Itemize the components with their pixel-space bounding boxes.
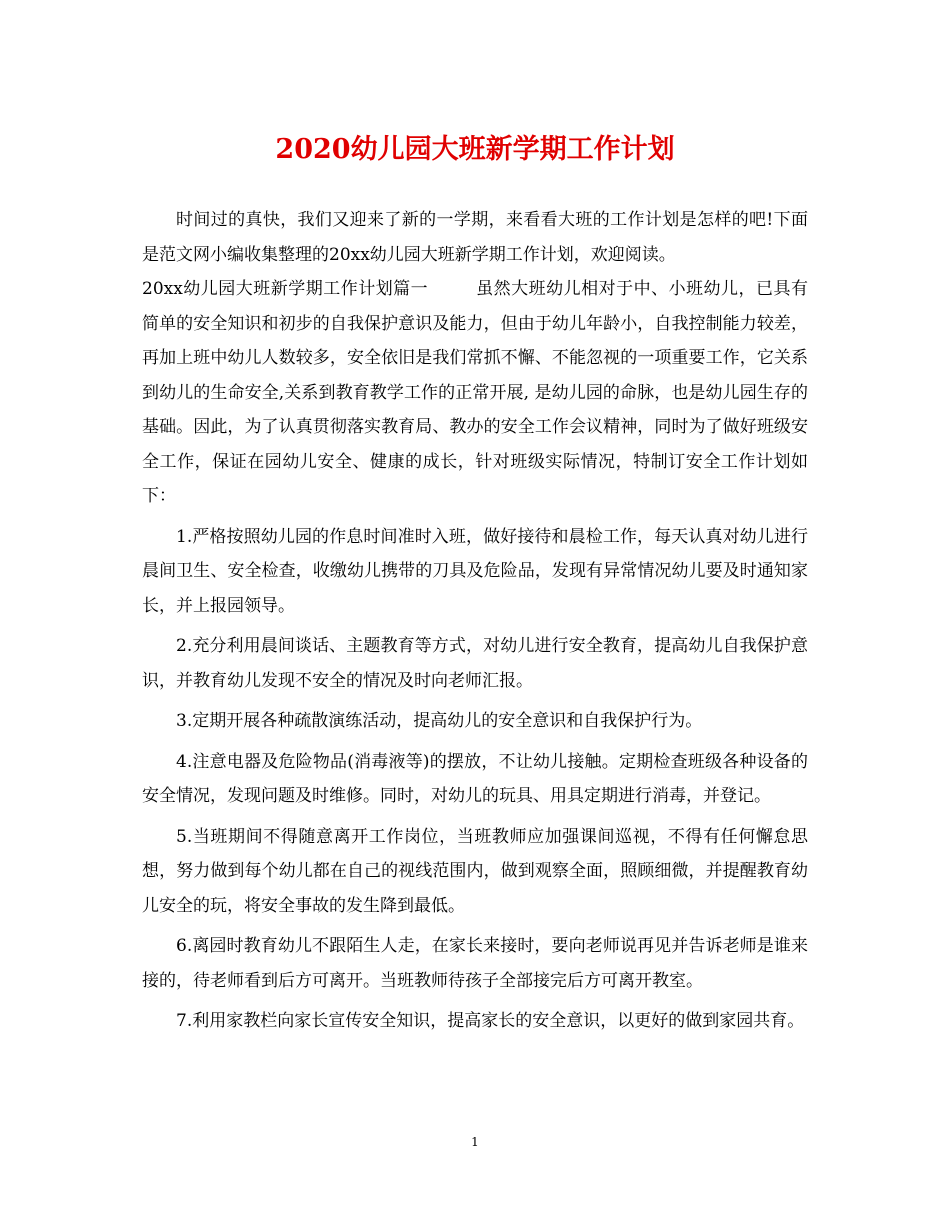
intro-paragraph: 时间过的真快，我们又迎来了新的一学期，来看看大班的工作计划是怎样的吧!下面是范文网小编收集整理的20xx幼儿园大班新学期工作计划，欢迎阅读。: [142, 210, 808, 265]
list-item: 5.当班期间不得随意离开工作岗位，当班教师应加强课间巡视，不得有任何懈怠思想，努力做到每个幼儿都在自己的视线范围内，做到观察全面，照顾细微，并提醒教育幼儿安全的玩，将安全事故的发生降到最低。: [142, 826, 808, 916]
document-title: 2020幼儿园大班新学期工作计划: [275, 134, 675, 165]
section-text: 虽然大班幼儿相对于中、小班幼儿，已具有简单的安全知识和初步的自我保护意识及能力，但由于幼儿年龄小，自我控制能力较差，再加上班中幼儿人数较多，安全依旧是我们常抓不懈、不能忽视的一项重要工作，它关系到幼儿的生命安全,关系到教育教学工作的正常开展, 是幼儿园的命脉，也是幼儿园生存的基础。因此，为了认真贯彻落实教育局、教办的安全工作会议精神，同时为了做好班级安全工作，保证在园幼儿安全、健康的成长，针对班级实际情况，特制订安全工作计划如下：: [142, 279, 809, 506]
list-item: 7.利用家教栏向家长宣传安全知识，提高家长的安全意识，以更好的做到家园共育。: [176, 1011, 805, 1031]
list-item: 1.严格按照幼儿园的作息时间准时入班，做好接待和晨检工作，每天认真对幼儿进行晨间卫生、安全检查，收缴幼儿携带的刀具及危险品，发现有异常情况幼儿要及时通知家长，并上报园领导。: [142, 526, 808, 616]
list-item: 2.充分利用晨间谈话、主题教育等方式，对幼儿进行安全教育，提高幼儿自我保护意识，并教育幼儿发现不安全的情况及时向老师汇报。: [142, 636, 808, 691]
list-item: 6.离园时教育幼儿不跟陌生人走，在家长来接时，要向老师说再见并告诉老师是谁来接的，待老师看到后方可离开。当班教师待孩子全部接完后方可离开教室。: [142, 936, 808, 991]
list-item: 3.定期开展各种疏散演练活动，提高幼儿的安全意识和自我保护行为。: [176, 711, 703, 731]
section-paragraph: [142, 272, 808, 514]
section-heading: 20xx幼儿园大班新学期工作计划篇一: [142, 279, 429, 299]
document-body: [142, 203, 808, 1039]
list-item: 4.注意电器及危险物品(消毒液等)的摆放，不让幼儿接触。定期检查班级各种设备的安全情况，发现问题及时维修。同时，对幼儿的玩具、用具定期进行消毒，并登记。: [142, 751, 808, 806]
page-number: 1: [471, 1135, 479, 1149]
